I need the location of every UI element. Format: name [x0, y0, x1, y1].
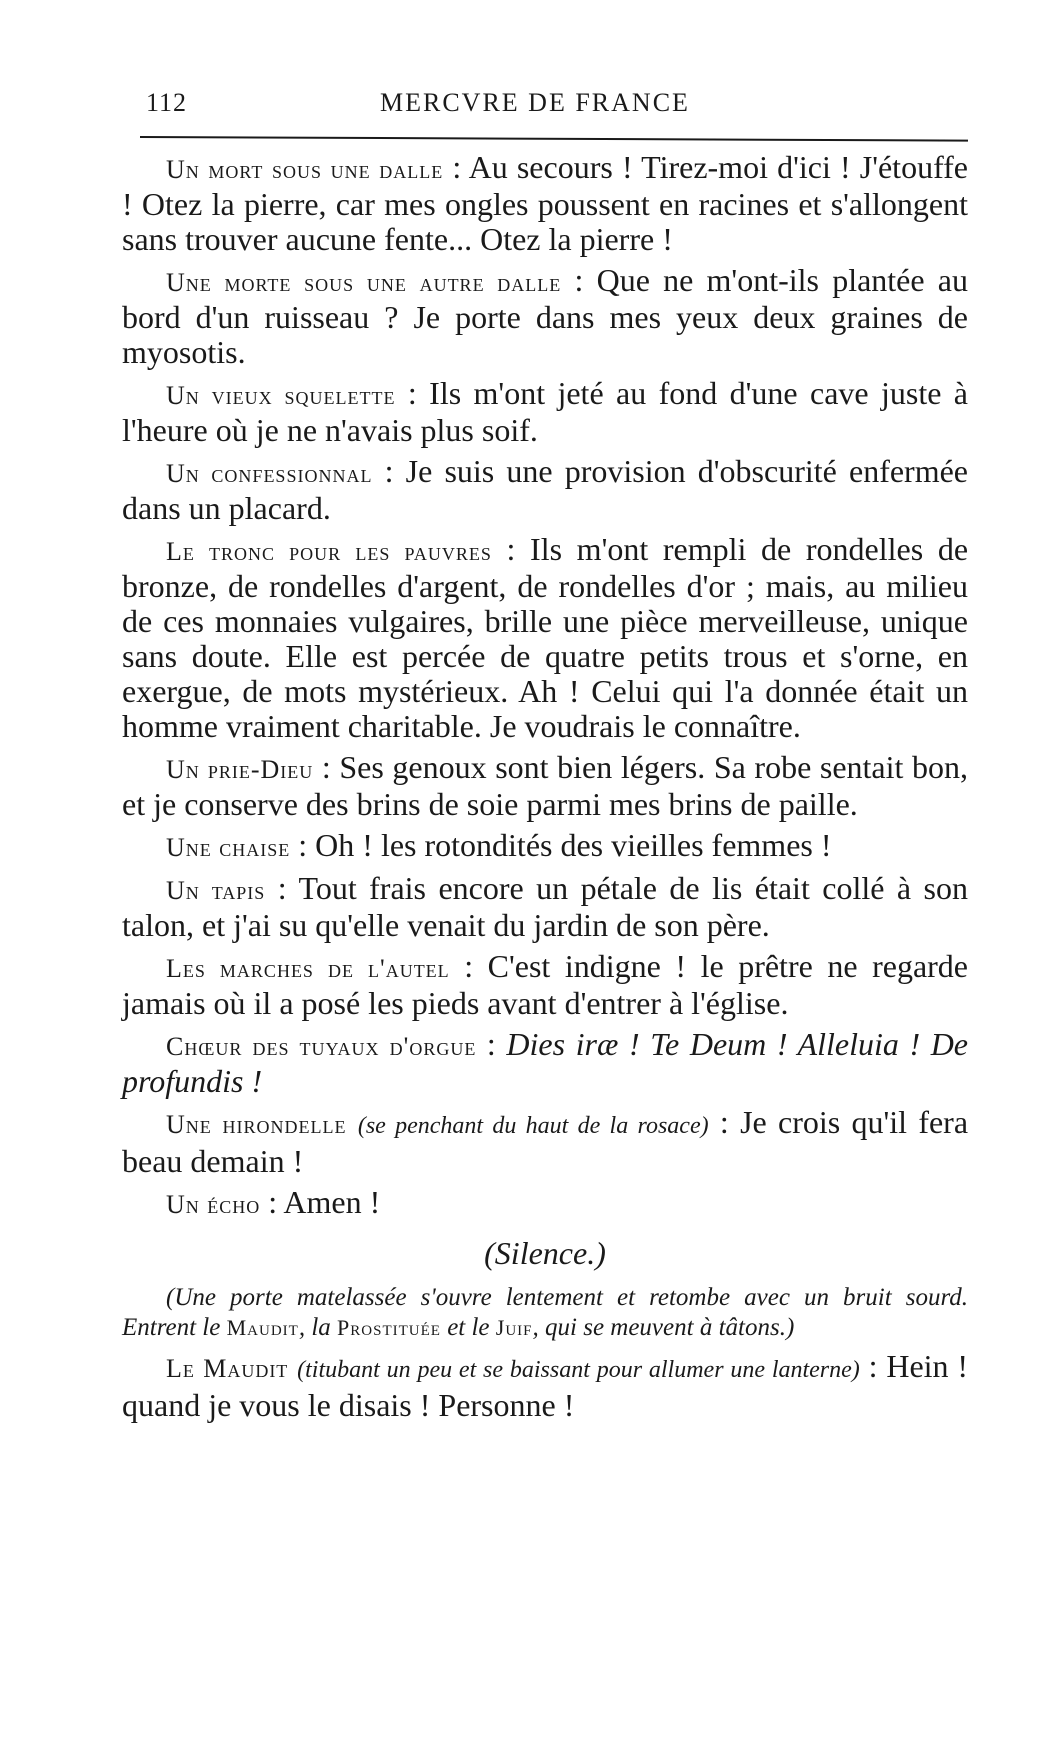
character-name: Maudit — [226, 1315, 299, 1340]
speech-text: Amen ! — [283, 1184, 381, 1220]
speech: Un confessionnal : Je suis une provision d'obscurité enfermée dans un placard. — [122, 453, 969, 526]
speaker-name: Un confessionnal — [166, 459, 373, 488]
speech-text: Je crois qu'il fera beau demain ! — [122, 1104, 969, 1179]
speech-text: Que ne m'ont-ils plantée au bord d'un ruisseau ? Je porte dans mes yeux deux graines de myosotis. — [122, 262, 969, 370]
speech-text: Au secours ! Tirez-moi d'ici ! J'étouffe ! Otez la pierre, car mes ongles poussent en racines et s'allongent sans trouver aucune fente... Otez la pierre ! — [122, 149, 969, 257]
silence-direction: (Silence.) — [484, 1235, 606, 1271]
speaker-name: Un prie-Dieu — [166, 755, 314, 784]
speech: Chœur des tuyaux d'orgue : Dies iræ ! Te Deum ! Alleluia ! De profundis ! — [122, 1026, 968, 1099]
stage-direction-inline: (se penchant du haut de la rosace) — [357, 1113, 709, 1139]
speaker-name: Une chaise — [166, 833, 291, 862]
speaker-name: Un mort sous une dalle — [166, 155, 444, 184]
speech: Le tronc pour les pauvres : Ils m'ont rempli de rondelles de bronze, de rondelles d'argent, de rondelles d'or ; mais, au milieu de ces monnaies vulgaires, brille une pièce merveilleuse, unique sans doute. Elle est percée de quatre petits trous et s'orne, en exergue, de mots mystérieux. Ah ! Celui qui l'a donnée était un homme vraiment charitable. Je voudrais le connaître. — [122, 531, 969, 744]
speech-text: Oh ! les rotondités des vieilles femmes ! — [315, 827, 832, 863]
stage-direction: (Une porte matelassée s'ouvre lentement et retombe avec un bruit sourd. Entrent le Maudit, la Prostituée et le Juif, qui se meuvent à tâtons.) — [122, 1284, 968, 1341]
speaker-name: Le tronc pour les pauvres — [166, 537, 492, 566]
speaker-name: Une morte sous une autre dalle — [166, 268, 562, 297]
running-title: MERCVRE DE FRANCE — [380, 88, 690, 117]
speech-text: Ils m'ont jeté au fond d'une cave juste à l'heure où je ne n'avais plus soif. — [122, 375, 968, 448]
speaker-name: Un tapis — [166, 876, 266, 905]
speaker-name: Chœur des tuyaux d'orgue — [166, 1032, 477, 1061]
speech: Un prie-Dieu : Ses genoux sont bien légers. Sa robe sentait bon, et je conserve des brins de soie parmi mes brins de paille. — [122, 749, 968, 822]
speech-text: Ses genoux sont bien légers. Sa robe sentait bon, et je conserve des brins de soie parmi mes brins de paille. — [122, 749, 968, 822]
speech: Un tapis : Tout frais encore un pétale de lis était collé à son talon, et j'ai su qu'elle venait du jardin de son père. — [122, 870, 969, 943]
speech: Une hirondelle (se penchant du haut de la rosace) : Je crois qu'il fera beau demain ! — [122, 1104, 969, 1179]
speaker-name: Les marches de l'autel — [166, 954, 450, 983]
play-text — [122, 150, 968, 1429]
header-rule — [140, 136, 968, 142]
speech: Un mort sous une dalle : Au secours ! Tirez-moi d'ici ! J'étouffe ! Otez la pierre, car mes ongles poussent en racines et s'allongent sans trouver aucune fente... Otez la pierre ! — [122, 149, 969, 257]
speech-text: Dies iræ ! Te Deum ! Alleluia ! De profundis ! — [122, 1026, 968, 1099]
speech-text: Tout frais encore un pétale de lis était collé à son talon, et j'ai su qu'elle venait du jardin de son père. — [122, 870, 969, 943]
speaker-name: Une hirondelle — [166, 1110, 347, 1139]
stage-direction-inline: (titubant un peu et se baissant pour allumer une lanterne) — [297, 1357, 860, 1383]
speech: Un vieux squelette : Ils m'ont jeté au fond d'une cave juste à l'heure où je ne n'avais plus soif. — [122, 375, 968, 448]
speech-text: C'est indigne ! le prêtre ne regarde jamais où il a posé les pieds avant d'entrer à l'église. — [122, 948, 969, 1021]
page-header — [140, 88, 968, 128]
speech: Une morte sous une autre dalle : Que ne m'ont-ils plantée au bord d'un ruisseau ? Je porte dans mes yeux deux graines de myosotis. — [122, 262, 969, 370]
speaker-name: Un écho — [166, 1190, 261, 1219]
speech: Un écho : Amen ! — [166, 1184, 381, 1220]
speech-text: Hein ! quand je vous le disais ! Personne ! — [122, 1348, 969, 1423]
page-number: 112 — [146, 88, 188, 117]
speech-text: Ils m'ont rempli de rondelles de bronze, de rondelles d'argent, de rondelles d'or ; mais, au milieu de ces monnaies vulgaires, brille une pièce merveilleuse, unique sans doute. Elle est percée de quatre petits trous et s'orne, en exergue, de mots mystérieux. Ah ! Celui qui l'a donnée était un homme vraiment charitable. Je voudrais le connaître. — [122, 531, 969, 744]
speaker-name: Un vieux squelette — [166, 381, 396, 410]
speech: Le Maudit (titubant un peu et se baissant pour allumer une lanterne) : Hein ! quand je vous le disais ! Personne ! — [122, 1348, 969, 1423]
character-name: Juif — [495, 1315, 533, 1340]
character-name: Prostituée — [337, 1315, 441, 1340]
speech: Les marches de l'autel : C'est indigne ! le prêtre ne regarde jamais où il a posé les pieds avant d'entrer à l'église. — [122, 948, 969, 1021]
speech-text: Je suis une provision d'obscurité enfermée dans un placard. — [122, 453, 969, 526]
speaker-name: Le Maudit — [166, 1354, 289, 1383]
speech: Une chaise : Oh ! les rotondités des vieilles femmes ! — [166, 827, 832, 863]
